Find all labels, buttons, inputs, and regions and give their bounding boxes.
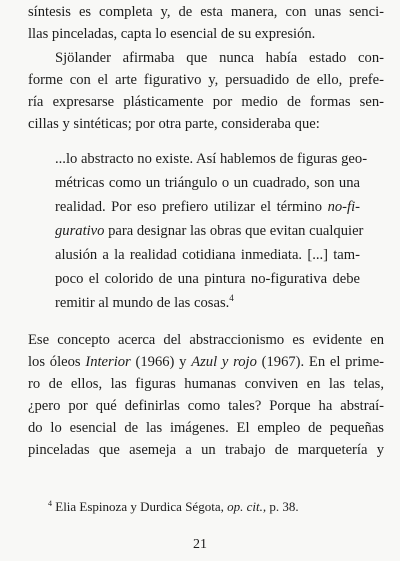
quote-line-2: métricas como un triángulo o un cuadrado, son una (55, 175, 360, 191)
quote-line-4-text: para designar las obras que evitan cualquier (108, 223, 364, 239)
quote-line-7-text: remitir al mundo de las cosas. (55, 295, 230, 311)
paragraph-3-line-6: pinceladas que asemeja a un trabajo de marquetería y (28, 442, 384, 458)
quote-line-3-text: realidad. Por eso prefiero utilizar el término (55, 199, 323, 215)
footnote-italic: op. cit., (227, 499, 267, 514)
paragraph-3-line-2-c: (1967). En el prime- (261, 354, 385, 370)
footnote (48, 498, 299, 516)
quote-italic-term-start: no-fi- (327, 199, 360, 215)
paragraph-2-line-4: cillas y sintéticas; por otra parte, consideraba que: (28, 116, 320, 132)
artwork-title-azul-y-rojo: Azul y rojo (191, 354, 257, 370)
paragraph-3-line-1: Ese concepto acerca del abstraccionismo es evidente en (28, 332, 384, 348)
paragraph-1-line-1: síntesis es completa y, de esta manera, con unas senci- (28, 4, 384, 20)
footnote-reference: 4 (229, 293, 234, 303)
footnote-text-a: Elia Espinoza y Durdica Ségota, (55, 499, 224, 514)
paragraph-2-line-2: forme con el arte figurativo y, persuadido de ello, prefe- (28, 72, 384, 88)
quote-line-4 (55, 221, 364, 241)
paragraph-3-line-2 (28, 352, 384, 372)
paragraph-3-line-3: ro de ellos, las figuras humanas conviven en las telas, (28, 376, 384, 392)
quote-line-3 (55, 197, 360, 217)
quote-line-1: ...lo abstracto no existe. Así hablemos de figuras geo- (55, 151, 368, 167)
paragraph-3-line-4: ¿pero por qué definirlas como tales? Porque ha abstraí- (28, 398, 384, 414)
paragraph-2-line-3: ría expresarse plásticamente por medio de formas sen- (28, 94, 384, 110)
paragraph-3-line-2-b: (1966) y (135, 354, 187, 370)
quote-line-5: alusión a la realidad cotidiana inmediata. [...] tam- (55, 247, 360, 263)
quote-line-7 (55, 293, 360, 313)
paragraph-1-line-2: llas pinceladas, capta lo esencial de su expresión. (28, 26, 316, 42)
quote-italic-term-end: gurativo (55, 223, 105, 239)
quote-line-6: poco el colorido de una pintura no-figurativa debe (55, 271, 360, 287)
footnote-number: 4 (48, 499, 52, 508)
paragraph-2-line-1: Sjölander afirmaba que nunca había estado con- (55, 50, 384, 66)
artwork-title-interior: Interior (85, 354, 131, 370)
paragraph-3-line-5: do lo esencial de las imágenes. El empleo de pequeñas (28, 420, 384, 436)
footnote-text-b: p. 38. (269, 499, 299, 514)
page-number: 21 (193, 537, 207, 552)
paragraph-3-line-2-a: los óleos (28, 354, 81, 370)
